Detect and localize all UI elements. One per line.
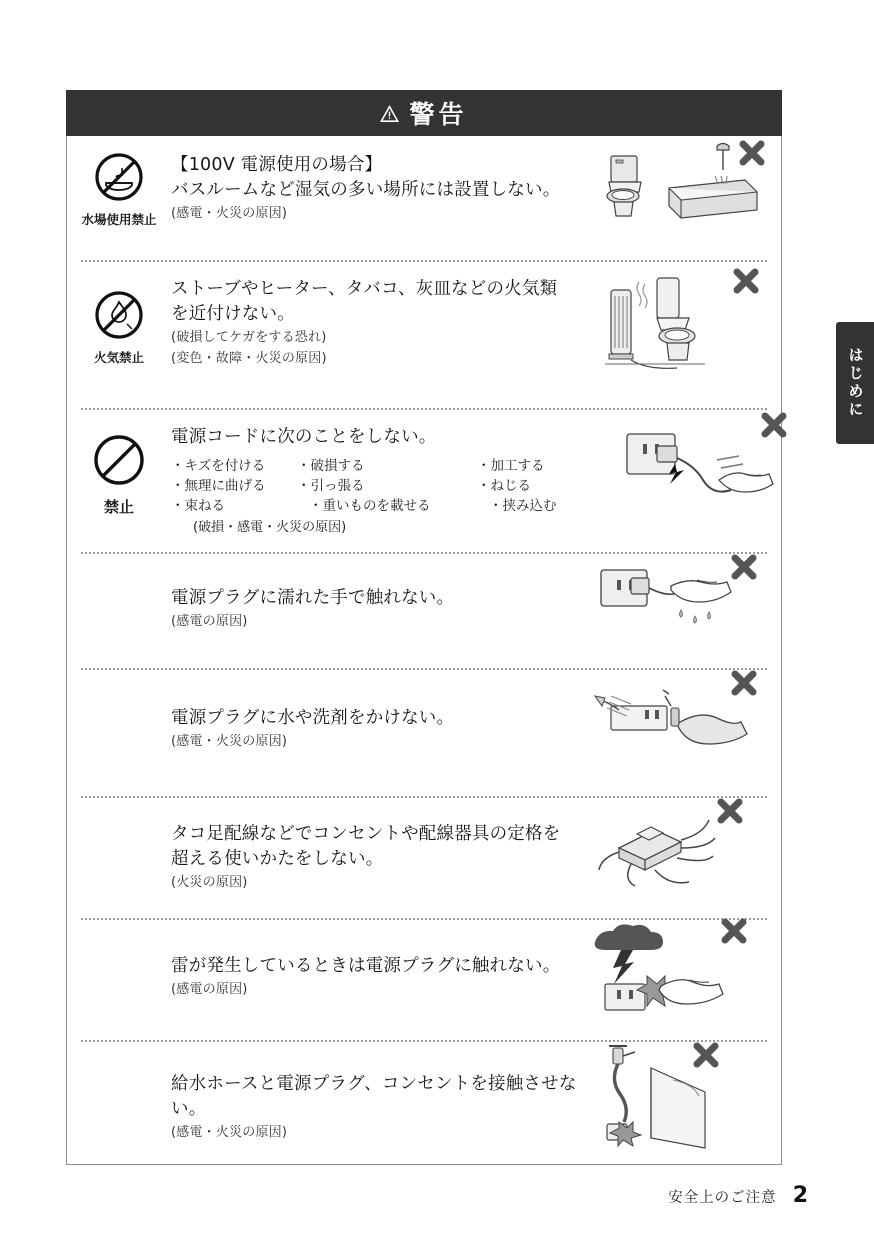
row-text-cell (171, 136, 585, 260)
row-bullet-list (171, 456, 609, 537)
row-icon-cell (67, 668, 171, 796)
bullet-item: ・キズを付ける (171, 457, 266, 474)
row-text-line: 電源プラグに濡れた手で触れない。 (171, 588, 455, 608)
row-note: (感電・火災の原因) (171, 1124, 288, 1140)
row-icon-cell (67, 1040, 171, 1164)
banner-label: 警告 (409, 100, 468, 129)
bullet-row (171, 476, 609, 496)
bullet-item: ・束ねる (171, 498, 225, 515)
row-note: (破損してケガをする恐れ) (171, 329, 327, 345)
row-icon-cell (67, 918, 171, 1040)
row-note: (感電の原因) (171, 613, 248, 629)
bullet-item: ・重いものを載せる (309, 498, 431, 515)
row-icon-cell (67, 136, 171, 260)
row-text-cell (171, 260, 585, 408)
row-text-line: 雷が発生しているときは電源プラグに触れない。 (171, 956, 561, 976)
row-icon-cell (67, 552, 171, 668)
row-illustration (585, 796, 781, 918)
row-illustration (585, 136, 781, 260)
bullet-item: ・無理に曲げる (171, 478, 266, 495)
row-icon-cell (67, 408, 171, 552)
row-text-cell (171, 918, 585, 1040)
no-wet-location-icon (94, 152, 144, 206)
footer-section-title: 安全上のご注意 (668, 1190, 777, 1206)
row-text-line: 電源コードに次のことをしない。 (171, 427, 437, 447)
bullet-note: (破損・感電・火災の原因) (193, 519, 347, 535)
row-text-cell (171, 552, 585, 668)
page-footer (668, 1183, 808, 1208)
row-text-line: タコ足配線などでコンセントや配線器具の定格を (171, 824, 561, 844)
row-text-line: 【100V 電源使用の場合】 (171, 155, 383, 175)
row-illustration (585, 552, 781, 668)
bullet-item: ・引っ張る (297, 478, 365, 495)
row-text-line: ストーブやヒーター、タバコ、灰皿などの火気類 (171, 279, 558, 299)
row-icon-caption: 水場使用禁止 (81, 212, 157, 227)
bullet-item: ・ねじる (477, 478, 531, 495)
table-row (67, 668, 781, 796)
row-illustration (613, 408, 809, 552)
row-illustration (585, 1040, 781, 1164)
table-row (67, 918, 781, 1040)
row-icon-cell (67, 796, 171, 918)
row-note: (火災の原因) (171, 874, 248, 890)
table-row (67, 1040, 781, 1164)
warning-triangle-icon (380, 105, 399, 122)
row-illustration (585, 668, 781, 796)
table-row (67, 408, 781, 552)
row-text-line: 電源プラグに水や洗剤をかけない。 (171, 708, 455, 728)
row-note: (感電・火災の原因) (171, 205, 288, 221)
row-note: (感電・火災の原因) (171, 733, 288, 749)
bullet-item: ・挟み込む (489, 498, 557, 515)
no-fire-icon (94, 290, 144, 344)
row-icon-cell (67, 260, 171, 408)
row-illustration (585, 918, 781, 1040)
row-note: (感電の原因) (171, 981, 248, 997)
warning-banner (66, 90, 782, 136)
bullet-row (171, 496, 609, 516)
row-text-cell (171, 408, 613, 552)
page-number: 2 (792, 1183, 808, 1208)
warning-table (66, 136, 782, 1165)
table-row (67, 136, 781, 260)
row-icon-caption: 火気禁止 (93, 350, 144, 365)
row-text-cell (171, 668, 585, 796)
row-text-cell (171, 1040, 585, 1164)
row-text-line: 給水ホースと電源プラグ、コンセントを接触させない。 (171, 1074, 577, 1119)
row-text-line: 超える使いかたをしない。 (171, 848, 384, 869)
table-row (67, 260, 781, 408)
row-note: (変色・故障・火災の原因) (171, 350, 327, 366)
row-icon-caption: 禁止 (103, 498, 134, 516)
row-text-cell (171, 796, 585, 918)
bullet-row (171, 456, 609, 476)
section-side-tab (836, 322, 874, 444)
table-row (67, 796, 781, 918)
prohibition-icon (93, 434, 145, 490)
row-text-line: バスルームなど湿気の多い場所には設置しない。 (171, 179, 561, 200)
table-row (67, 552, 781, 668)
row-illustration (585, 260, 781, 408)
side-tab-label: はじめに (846, 347, 865, 419)
bullet-item: ・破損する (297, 457, 365, 474)
bullet-item: ・加工する (477, 457, 545, 474)
row-text-line: を近付けない。 (171, 303, 295, 324)
